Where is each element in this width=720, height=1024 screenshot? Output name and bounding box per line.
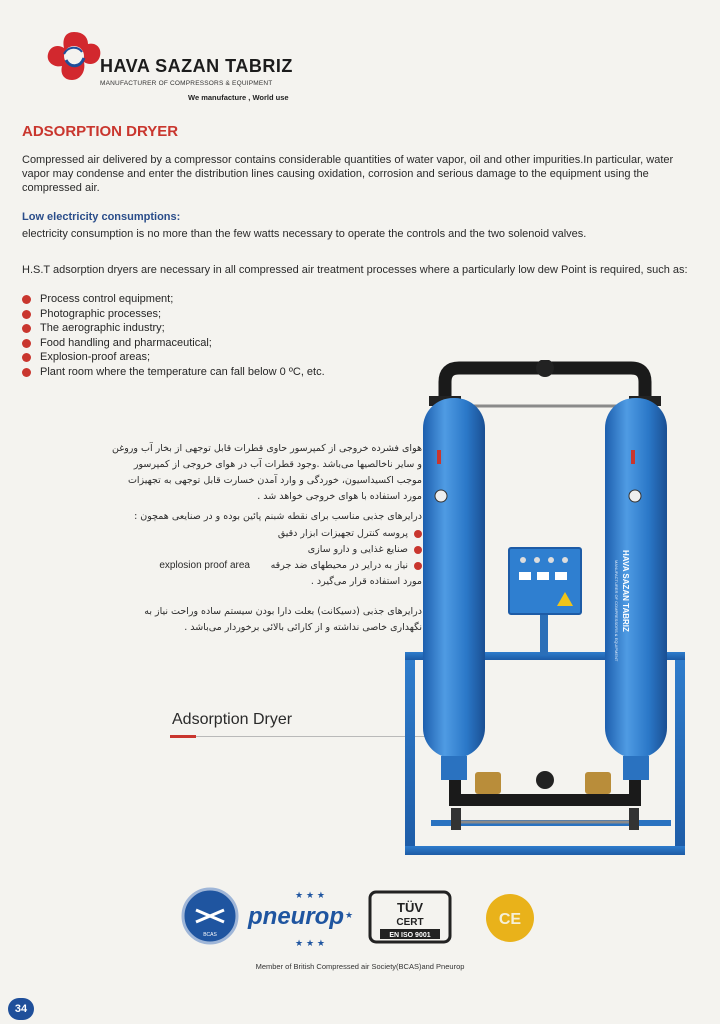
page-number: 34 — [8, 998, 34, 1020]
pneurop-label: pneurop — [248, 903, 344, 930]
bullet-icon — [22, 339, 31, 348]
list-item — [22, 307, 325, 322]
list-item — [122, 542, 422, 558]
list-item — [22, 321, 325, 336]
list-item-text: Plant room where the temperature can fall below 0 ºC, etc. — [40, 365, 325, 378]
low-electricity-text: electricity consumption is no more than the few watts necessary to operate the controls and the two solenoid valves. — [22, 228, 587, 240]
tuv-cert-icon — [370, 892, 450, 942]
tuv-cert-label: CERT — [396, 917, 424, 928]
ce-mark-icon — [486, 894, 534, 942]
tuv-iso-label: EN ISO 9001 — [389, 932, 431, 939]
bullet-icon — [22, 353, 31, 362]
bullet-icon — [22, 310, 31, 319]
svg-text:★ ★ ★: ★ ★ ★ — [295, 939, 325, 949]
brand-name: HAVA SAZAN TABRIZ — [100, 56, 293, 76]
list-item-text: The aerographic industry; — [40, 322, 165, 334]
persian-need: درایرهای جذبی مناسب برای نقطه شبنم پائین بوده و در صنایعی همچون : — [134, 511, 422, 522]
brand-tagline: We manufacture , World use — [188, 93, 289, 102]
list-item — [22, 292, 325, 307]
list-item — [22, 336, 325, 351]
pneurop-logo-icon — [247, 891, 353, 949]
adsorption-dryer-image — [405, 360, 700, 860]
list-item-text: Process control equipment; — [40, 293, 174, 305]
bcas-logo-icon — [183, 889, 237, 943]
caption-accent — [170, 735, 196, 738]
list-item-text: صنایع غذایی و دارو سازی — [307, 544, 408, 555]
image-caption: Adsorption Dryer — [172, 711, 293, 728]
list-item-text: Explosion-proof areas; — [40, 351, 151, 363]
caption-divider — [170, 736, 432, 737]
list-item-text: Photographic processes; — [40, 307, 162, 320]
list-item — [122, 526, 422, 542]
tank-brand-label: HAVA SAZAN TABRIZ — [621, 550, 630, 632]
persian-final-paragraph: درایرهای جذبی (دسیکانت) بعلت دارا بودن سیستم ساده وراحت نیاز به نگهداری خاصی نداشته و از کارائی بالائی برخوردار می‌باشد . — [144, 606, 422, 633]
persian-list-continuation: مورد استفاده قرار می‌گیرد . — [310, 576, 422, 587]
page-title: ADSORPTION DRYER — [22, 123, 179, 140]
low-electricity-heading: Low electricity consumptions: — [22, 211, 181, 223]
bullet-icon — [22, 324, 31, 333]
svg-text:★: ★ — [345, 911, 354, 921]
ce-label: CE — [498, 911, 522, 928]
company-logo-icon — [44, 28, 104, 84]
bcas-label: BCAS — [203, 932, 217, 938]
applications-list — [22, 292, 325, 379]
hst-paragraph: H.S.T adsorption dryers are necessary in all compressed air treatment processes where a particularly low dew Point is required, such as: — [22, 264, 688, 276]
bullet-icon — [22, 368, 31, 377]
certification-logos — [160, 880, 560, 960]
list-item — [22, 365, 325, 380]
persian-intro: هوای فشرده خروجی از کمپرسور حاوی قطرات قابل توجهی از بخار آب وروغن و سایر ناخالصیها می‌باشد .وجود قطرات آب در هوای خروجی از کمپرسور موجب اکسیداسیون، خوردگی و وارد آمدن خسارت قابل توجهی به تجهیزات مورد استفاده با هوای خروجی خواهد شد . — [112, 443, 422, 502]
tank-brand-sublabel: MANUFACTURER OF COMPRESSORS & EQUIPMENT — [614, 560, 619, 662]
svg-text:★ ★ ★: ★ ★ ★ — [295, 891, 325, 901]
brand-subtitle: MANUFACTURER OF COMPRESSORS & EQUIPMENT — [100, 80, 273, 87]
list-item-text: Food handling and pharmaceutical; — [40, 336, 212, 349]
tuv-label: TÜV — [397, 900, 423, 915]
list-item-text: نیاز به درایر در محیطهای ضد جرقه — [270, 560, 408, 571]
membership-text: Member of British Compressed air Society(BCAS)and Pneurop — [255, 962, 465, 971]
intro-paragraph: Compressed air delivered by a compressor contains considerable quantities of water vapor, oil and other impurities.In particular, water vapor may condense and enter the distribution lines causing oxidation, corrosion and serious damage to the equipment using the compressed air. — [22, 154, 674, 194]
list-item — [22, 350, 325, 365]
list-item-text: پروسه کنترل تجهیزات ابزار دقیق — [277, 528, 408, 539]
bullet-icon — [22, 295, 31, 304]
persian-explosion-proof: explosion proof area — [159, 560, 250, 571]
